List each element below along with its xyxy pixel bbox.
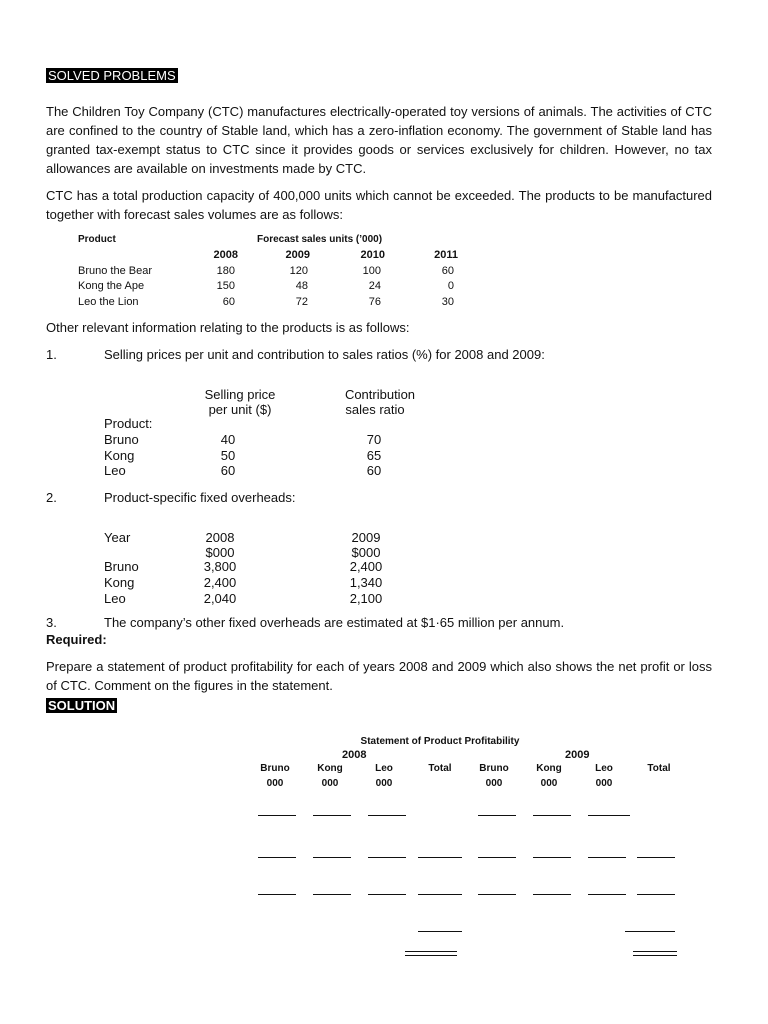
underline xyxy=(313,815,351,816)
underline xyxy=(418,857,462,858)
total-underline xyxy=(418,931,462,932)
overhead-year: 2008 xyxy=(205,530,235,545)
overhead-year: 2009 xyxy=(351,530,381,545)
underline xyxy=(478,894,516,895)
overhead-value: 2,400 xyxy=(203,575,237,590)
price-product: Bruno xyxy=(104,432,139,447)
ratio-header-line1: Contribution xyxy=(344,387,416,402)
item1-number: 1. xyxy=(46,347,57,362)
heading-text: SOLVED PROBLEMS xyxy=(48,68,176,83)
statement-col-unit: 000 xyxy=(595,778,613,789)
forecast-value: 30 xyxy=(441,296,454,308)
forecast-value: 48 xyxy=(295,280,308,292)
overhead-product: Bruno xyxy=(104,559,139,574)
price-value: 50 xyxy=(220,448,236,463)
forecast-group-header: Forecast sales units (’000) xyxy=(257,234,383,245)
underline xyxy=(258,894,296,895)
forecast-product: Leo the Lion xyxy=(78,296,139,308)
overhead-product: Kong xyxy=(104,575,135,590)
statement-col-unit: 000 xyxy=(266,778,284,789)
overhead-value: 2,100 xyxy=(349,591,383,606)
heading xyxy=(46,66,178,85)
price-header-line1: Selling price xyxy=(204,387,276,402)
price-header-line2: per unit ($) xyxy=(208,402,272,417)
double-underline xyxy=(633,951,677,956)
statement-title: Statement of Product Profitability xyxy=(360,736,520,747)
underline xyxy=(637,857,675,858)
underline xyxy=(313,894,351,895)
forecast-value: 60 xyxy=(441,265,454,277)
forecast-value: 72 xyxy=(295,296,308,308)
underline xyxy=(637,894,675,895)
underline xyxy=(478,815,516,816)
statement-col-header: Kong xyxy=(317,763,343,774)
underline xyxy=(313,857,351,858)
double-underline xyxy=(405,951,457,956)
intro-paragraph-1: The Children Toy Company (CTC) manufactures electrically-operated toy versions of animals. The activities of CTC are confined to the country of Stable land, which has a zero-inflation economy. The government of Stable land has granted tax-exempt status to CTC since it provides goods or services exclusively for children. However, no tax allowances are available on investments made by CTC. xyxy=(46,104,712,176)
item1-text: Selling prices per unit and contribution to sales ratios (%) for 2008 and 2009: xyxy=(104,347,545,362)
overhead-unit: $000 xyxy=(351,545,381,560)
underline xyxy=(478,857,516,858)
statement-col-unit: 000 xyxy=(540,778,558,789)
forecast-year-header: 2010 xyxy=(360,249,385,261)
statement-col-header: Leo xyxy=(595,763,613,774)
required-text: Prepare a statement of product profitability for each of years 2008 and 2009 which also shows the net profit or loss of CTC. Comment on the figures in the statement. xyxy=(46,659,712,693)
forecast-value: 150 xyxy=(216,280,235,292)
forecast-product: Kong the Ape xyxy=(78,280,145,292)
statement-year-2009: 2009 xyxy=(565,749,590,761)
forecast-value: 60 xyxy=(222,296,235,308)
statement-col-unit: 000 xyxy=(321,778,339,789)
statement-col-header: Bruno xyxy=(479,763,509,774)
forecast-year-header: 2008 xyxy=(213,249,238,261)
forecast-value: 76 xyxy=(368,296,381,308)
forecast-year-header: 2011 xyxy=(434,249,458,261)
overhead-value: 2,400 xyxy=(349,559,383,574)
underline xyxy=(258,857,296,858)
intro-paragraph-2: CTC has a total production capacity of 400,000 units which cannot be exceeded. The products to be manufactured together with forecast sales volumes are as follows: xyxy=(46,188,712,222)
forecast-product-header: Product xyxy=(78,234,116,245)
forecast-product: Bruno the Bear xyxy=(78,265,152,277)
forecast-value: 24 xyxy=(368,280,381,292)
required-label: Required: xyxy=(46,632,107,647)
underline xyxy=(533,815,571,816)
item2-text: Product-specific fixed overheads: xyxy=(104,490,296,505)
forecast-value: 100 xyxy=(362,265,381,277)
solution-label-text: SOLUTION xyxy=(48,698,116,713)
underline xyxy=(368,894,406,895)
price-value: 40 xyxy=(220,432,236,447)
overhead-unit: $000 xyxy=(205,545,235,560)
overhead-product: Leo xyxy=(104,591,126,606)
price-value: 60 xyxy=(220,463,236,478)
forecast-value: 180 xyxy=(216,265,235,277)
year-label: Year xyxy=(104,530,131,545)
underline xyxy=(258,815,296,816)
statement-year-2008: 2008 xyxy=(342,749,367,761)
total-underline xyxy=(625,931,675,932)
underline xyxy=(368,857,406,858)
ratio-value: 65 xyxy=(366,448,382,463)
solution-label xyxy=(46,696,117,715)
underline xyxy=(368,815,406,816)
overhead-value: 3,800 xyxy=(203,559,237,574)
statement-col-header: Kong xyxy=(536,763,562,774)
overhead-value: 2,040 xyxy=(203,591,237,606)
price-product: Kong xyxy=(104,448,135,463)
ratio-header-line2: sales ratio xyxy=(345,402,405,417)
forecast-value: 0 xyxy=(447,280,454,292)
product-row-label: Product: xyxy=(104,416,153,431)
underline xyxy=(533,857,571,858)
underline xyxy=(533,894,571,895)
other-info-text: Other relevant information relating to the products is as follows: xyxy=(46,320,410,335)
statement-col-header: Leo xyxy=(375,763,393,774)
forecast-value: 120 xyxy=(289,265,308,277)
statement-col-unit: 000 xyxy=(375,778,393,789)
item3-text: The company’s other fixed overheads are estimated at $1·65 million per annum. xyxy=(104,615,565,630)
ratio-value: 70 xyxy=(366,432,382,447)
statement-col-header: Bruno xyxy=(260,763,290,774)
underline xyxy=(418,894,462,895)
item3-number: 3. xyxy=(46,615,57,630)
price-product: Leo xyxy=(104,463,126,478)
ratio-value: 60 xyxy=(366,463,382,478)
overhead-value: 1,340 xyxy=(349,575,383,590)
underline xyxy=(588,857,626,858)
forecast-year-header: 2009 xyxy=(285,249,310,261)
statement-col-header: Total xyxy=(647,763,671,774)
item2-number: 2. xyxy=(46,490,57,505)
statement-col-header: Total xyxy=(428,763,452,774)
underline xyxy=(588,894,626,895)
underline xyxy=(588,815,630,816)
statement-col-unit: 000 xyxy=(485,778,503,789)
